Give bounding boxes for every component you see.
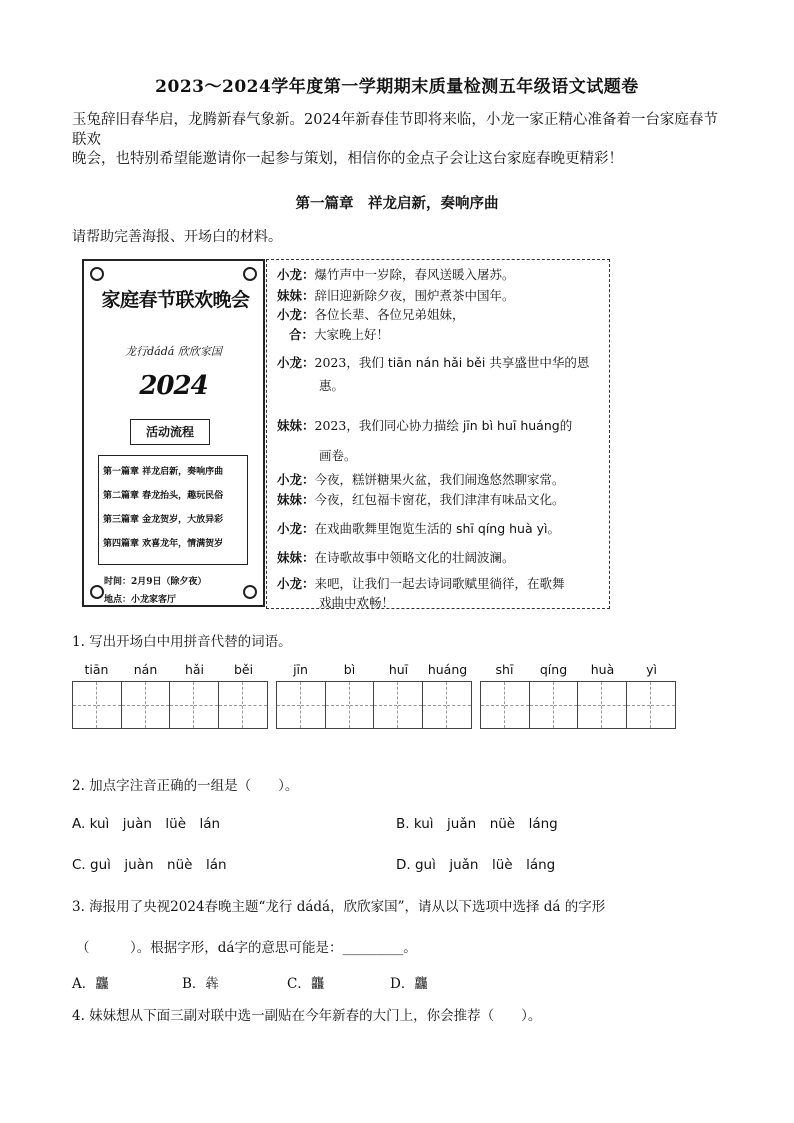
option-d[interactable]: D．龘 (390, 976, 428, 992)
dialog-text: 2023，我们同心协力描绘 (314, 418, 463, 433)
grid-cell[interactable] (505, 682, 529, 728)
option-a[interactable]: A．龘 (72, 976, 109, 992)
flow-list (98, 455, 248, 565)
grid-cell[interactable] (530, 682, 554, 728)
question-3: 3. 海报用了央视2024春晚主题“龙行 dádá，欣欣家国”，请从以下选项中选择 dá 的字形 (72, 899, 606, 915)
pinyin-label: yì (646, 662, 657, 677)
poster-place: 地点：小龙家客厅 (104, 595, 177, 605)
speaker: 小龙： (277, 267, 315, 282)
question-1: 1. 写出开场白中用拼音代替的词语。 (72, 634, 292, 650)
speaker: 小龙： (277, 576, 315, 591)
dialog-line (277, 350, 603, 375)
pinyin-label: hǎi (184, 662, 205, 677)
grid-cell[interactable] (398, 682, 422, 728)
option-c[interactable]: C. guì juàn nüè lán (72, 857, 227, 873)
dialog-continuation: 戏曲中欢畅！ (319, 595, 395, 610)
intro-line-1: 玉兔辞旧春华启，龙腾新春气象新。2024年新春佳节即将来临，小龙一家正精心准备着一台家庭春节联欢 (72, 112, 718, 148)
grid-cell[interactable] (301, 682, 325, 728)
grid-cell[interactable] (170, 682, 194, 728)
pinyin-label: shī (495, 662, 514, 677)
poster-heading: 家庭春节联欢晚会 (101, 289, 250, 311)
grid-cell[interactable] (651, 682, 675, 728)
pinyin-label: tiān (84, 662, 109, 677)
pinyin-label: qíng (539, 662, 568, 677)
dialog-line (277, 413, 603, 438)
pinyin-label: jīn (293, 662, 308, 677)
speaker: 小龙： (277, 472, 315, 487)
question-3-line-2: （ ）。根据字形，dá字的意思可能是：_________。 (76, 940, 417, 956)
dialog-text: 爆竹声中一岁除，春风送暖入屠苏。 (314, 267, 515, 282)
flow-item: 第一篇章 祥龙启新，奏响序曲 (103, 467, 224, 477)
option-d[interactable]: D. guì juǎn lüè láng (396, 857, 556, 873)
pinyin-blank: shī qíng huà yì (456, 521, 548, 536)
speaker: 妹妹： (277, 550, 315, 565)
grid-cell[interactable] (219, 682, 243, 728)
poster (82, 259, 265, 607)
dialog-text: 辞旧迎新除夕夜，围炉煮茶中国年。 (314, 288, 515, 303)
dialog-text: 来吧，让我们一起去诗词歌赋里徜徉，在歌舞 (314, 576, 565, 591)
speaker: 妹妹： (277, 492, 315, 507)
dialog-text: 大家晚上好！ (314, 327, 390, 342)
speaker: 妹妹： (277, 288, 315, 303)
pinyin-label: huà (590, 662, 615, 677)
dialog-text: 今夜，糕饼糖果火盆，我们闹逸悠然聊家常。 (314, 472, 565, 487)
flow-item: 第四篇章 欢喜龙年，情满贺岁 (103, 539, 224, 549)
flow-item: 第三篇章 金龙贺岁，大放异彩 (103, 515, 224, 525)
dialog-text: 。 (547, 521, 560, 536)
speaker: 小龙： (277, 307, 315, 322)
speaker: 小龙： (277, 521, 315, 536)
grid-cell[interactable] (243, 682, 267, 728)
dialog-line (277, 545, 603, 570)
flow-item: 第二篇章 春龙抬头，趣玩民俗 (103, 491, 224, 501)
writing-grid-3[interactable] (480, 681, 676, 729)
pinyin-label: huī (388, 662, 409, 677)
grid-cell[interactable] (447, 682, 471, 728)
dialog-continuation: 画卷。 (319, 448, 357, 463)
corner-ornament-icon (90, 585, 104, 599)
corner-ornament-icon (243, 267, 257, 281)
writing-grid-2[interactable] (276, 681, 472, 729)
pinyin-label: bì (343, 662, 356, 677)
writing-grid-1[interactable] (72, 681, 268, 729)
speaker: 合： (289, 327, 315, 342)
corner-ornament-icon (90, 267, 104, 281)
grid-cell[interactable] (73, 682, 97, 728)
grid-cell[interactable] (146, 682, 170, 728)
corner-ornament-icon (243, 585, 257, 599)
option-b[interactable]: B．犇 (182, 976, 219, 992)
pinyin-blank: jīn bì huī huáng (462, 418, 560, 433)
option-c[interactable]: C．龘 (287, 976, 325, 992)
grid-cell[interactable] (481, 682, 505, 728)
dialog-text: 在诗歌故事中领略文化的壮阔波澜。 (314, 550, 515, 565)
instruction: 请帮助完善海报、开场白的材料。 (72, 229, 282, 245)
dialog-line (289, 322, 615, 347)
grid-cell[interactable] (277, 682, 301, 728)
grid-cell[interactable] (602, 682, 626, 728)
intro-line-2: 晚会，也特别希望能邀请你一起参与策划，相信你的金点子会让这台家庭春晚更精彩！ (72, 151, 623, 167)
grid-cell[interactable] (350, 682, 374, 728)
dialog-text: 的 (559, 418, 573, 433)
pinyin-blank: tiān nán hǎi běi (387, 355, 486, 370)
speaker: 妹妹： (277, 418, 315, 433)
grid-cell[interactable] (627, 682, 651, 728)
grid-cell[interactable] (374, 682, 398, 728)
pinyin-label: nán (133, 662, 158, 677)
dialog-text: 共享盛世中华的恩 (485, 355, 590, 370)
grid-cell[interactable] (194, 682, 218, 728)
grid-cell[interactable] (554, 682, 578, 728)
pinyin-label: běi (233, 662, 254, 677)
page-title: 2023～2024学年度第一学期期末质量检测五年级语文试题卷 (155, 77, 639, 97)
poster-time: 时间：2月9日（除夕夜） (104, 577, 207, 587)
flow-label: 活动流程 (130, 419, 210, 445)
question-2: 2. 加点字注音正确的一组是（ ）。 (72, 778, 299, 794)
dialog-text: 各位长辈、各位兄弟姐妹， (314, 307, 465, 322)
dialog-continuation: 惠。 (319, 378, 345, 393)
poster-year: 2024 (139, 371, 208, 401)
speaker: 小龙： (277, 355, 315, 370)
grid-cell[interactable] (578, 682, 602, 728)
option-b[interactable]: B. kuì juǎn nüè láng (396, 816, 558, 832)
grid-cell[interactable] (122, 682, 146, 728)
opening-dialog (266, 259, 610, 609)
grid-cell[interactable] (97, 682, 121, 728)
dialog-text: 2023，我们 (314, 355, 388, 370)
grid-cell[interactable] (326, 682, 350, 728)
dialog-line (277, 487, 603, 512)
grid-cell[interactable] (423, 682, 447, 728)
dialog-text: 在戏曲歌舞里饱览生活的 (314, 521, 456, 536)
question-4: 4. 妹妹想从下面三副对联中选一副贴在今年新春的大门上，你会推荐（ ）。 (72, 1008, 542, 1024)
poster-subtitle: 龙行dádá 欣欣家国 (125, 345, 222, 358)
dialog-line (277, 516, 603, 541)
dialog-text: 今夜，红包福卡窗花，我们津津有味品文化。 (314, 492, 565, 507)
option-a[interactable]: A. kuì juàn lüè lán (72, 816, 221, 832)
section-title: 第一篇章 祥龙启新，奏响序曲 (295, 195, 499, 212)
pinyin-label: huáng (427, 662, 468, 677)
